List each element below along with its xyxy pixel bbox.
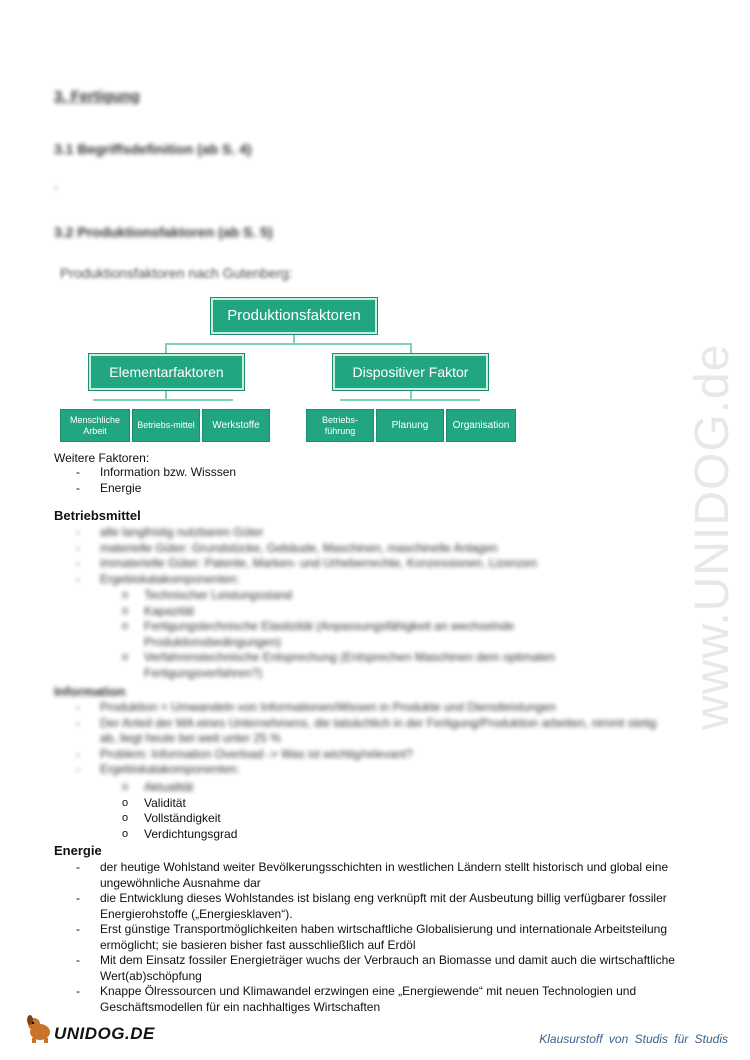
list-item: - Information bzw. Wisssen <box>54 465 236 481</box>
information-title: Information <box>54 684 126 699</box>
dog-logo-icon <box>24 1014 54 1044</box>
energie-title: Energie <box>54 843 102 858</box>
energie-list <box>54 860 704 1015</box>
watermark: www.UNIDOG.de <box>686 343 739 730</box>
node-betriebsfuehrung: Betriebs-führung <box>306 409 374 442</box>
list-item: o Verfahrenstechnische Entsprechung (Entsprechen Maschinen dem optimalen Fertigungsverfahren?) <box>54 650 654 681</box>
weitere-label: Weitere Faktoren: <box>54 451 150 465</box>
list-item: - Knappe Ölressourcen und Klimawandel erzwingen eine „Energiewende“ mit neuen Technologien und Geschäftsmodellen für ein nachhaltiges Wirtschaften <box>54 984 704 1015</box>
diagram-caption: Produktionsfaktoren nach Gutenberg: <box>60 265 293 281</box>
list-item: o Verdichtungsgrad <box>54 827 237 843</box>
betriebsmittel-list <box>54 525 537 587</box>
list-item: - Problem: Information Overload -> Was ist wichtig/relevant? <box>54 747 674 763</box>
list-item: o Kapazität <box>54 604 654 620</box>
betriebsmittel-sublist <box>54 588 654 681</box>
node-produktionsfaktoren: Produktionsfaktoren <box>211 298 377 334</box>
list-item: o Technischer Leistungsstand <box>54 588 654 604</box>
list-item: o Vollständigkeit <box>54 811 237 827</box>
node-organisation: Organisation <box>446 409 516 442</box>
list-item: - Erst günstige Transportmöglichkeiten haben wirtschaftliche Globalisierung und internationale Arbeitsteilung ermöglicht; sie basieren bisher fast ausschließlich auf Erdöl <box>54 922 704 953</box>
node-werkstoffe: Werkstoffe <box>202 409 270 442</box>
information-list <box>54 700 674 778</box>
connector <box>410 343 412 354</box>
list-item: - Der Anteil der MA eines Unternehmens, die tatsächlich in der Fertigung/Produktion arbeiten, nimmt stetig ab, liegt heute bei weit unter 25 % <box>54 716 674 747</box>
betriebsmittel-title: Betriebsmittel <box>54 508 141 523</box>
node-dispositiver-faktor: Dispositiver Faktor <box>333 354 488 390</box>
list-item: - immaterielle Güter: Patente, Marken- und Urheberrechte, Konzessionen, Lizenzen <box>54 556 537 572</box>
footer-tagline: Klausurstoff von Studis für Studis <box>539 1032 728 1046</box>
list-item: o Aktualität <box>54 780 237 796</box>
list-item: - der heutige Wohlstand weiter Bevölkerungsschichten in westlichen Ländern stellt historisch und global eine ungewöhnliche Ausnahme dar <box>54 860 704 891</box>
weitere-list <box>54 465 236 496</box>
list-item: - die Entwicklung dieses Wohlstandes ist bislang eng verknüpft mit der Ausbeutung billig verfügbarer fossiler Energierohstoffe („Energiesklaven“). <box>54 891 704 922</box>
unidog-logo: UNIDOG.DE <box>54 1024 155 1043</box>
connector <box>93 399 233 401</box>
list-item: - Ergebiskatakomponenten: <box>54 572 537 588</box>
connector <box>165 343 167 354</box>
list-item: o Fertigungstechnische Elastizität (Anpassungsfähigkeit an wechselnde Produktionsbedingungen) <box>54 619 654 650</box>
list-item: - Produktion = Umwandeln von Informationen/Wissen in Produkte und Dienstleistungen <box>54 700 674 716</box>
connector <box>165 343 411 345</box>
chapter-heading: 3. Fertigung <box>54 88 140 105</box>
list-item: o Validität <box>54 796 237 812</box>
list-item: - Mit dem Einsatz fossiler Energieträger wuchs der Verbrauch an Biomasse und damit auch die wirtschaftliche Wert(ab)schöpfung <box>54 953 704 984</box>
node-betriebsmittel: Betriebs-mittel <box>132 409 200 442</box>
information-sublist <box>54 780 237 842</box>
node-menschliche-arbeit: Menschliche Arbeit <box>60 409 130 442</box>
placeholder-dash: - <box>54 180 58 194</box>
list-item: - Energie <box>54 481 236 497</box>
node-planung: Planung <box>376 409 444 442</box>
list-item: - alle langfristig nutzbaren Güter <box>54 525 537 541</box>
section-heading-definition: 3.1 Begriffsdefinition (ab S. 4) <box>54 141 252 157</box>
connector <box>340 399 480 401</box>
node-elementarfaktoren: Elementarfaktoren <box>89 354 244 390</box>
section-heading-factors: 3.2 Produktionsfaktoren (ab S. 5) <box>54 224 273 240</box>
list-item: - Ergebiskatakomponenten: <box>54 762 674 778</box>
list-item: - materielle Güter: Grundstücke, Gebäude, Maschinen, maschinelle Anlagen <box>54 541 537 557</box>
